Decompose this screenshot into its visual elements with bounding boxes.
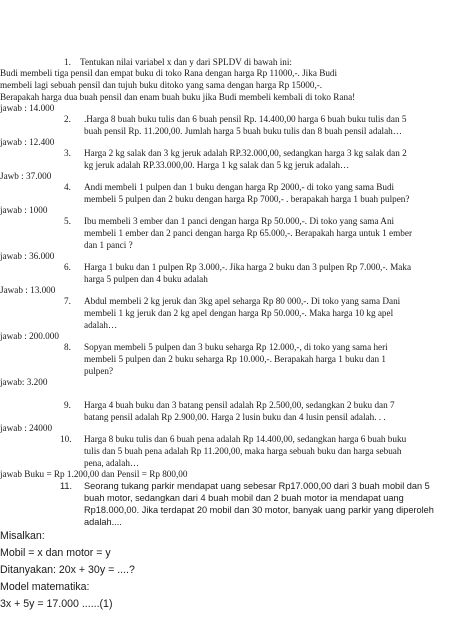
q3-number: 3.	[64, 148, 71, 158]
q2-number: 2.	[64, 114, 71, 124]
solution-misalkan: Misalkan:	[0, 530, 45, 542]
q11-line: Rp18.000,00. Jika terdapat 20 mobil dan 30 motor, banyak uang parkir yang diperoleh	[84, 505, 434, 515]
q6-number: 6.	[64, 262, 71, 272]
q1-answer: jawab : 14.000	[0, 103, 55, 113]
q10-line: Harga 8 buku tulis dan 6 buah pena adalah Rp 14.400,00, sedangkan harga 6 buah buku	[84, 434, 407, 444]
q8-line: pulpen?	[84, 366, 114, 376]
q5-line: membeli 1 ember dan 2 panci dengan harga Rp 65.000,-. Berapakah harga untuk 1 ember	[84, 228, 413, 238]
q9-line: batang pensil adalah Rp 2.900,00. Harga 2 lusin buku dan 4 lusin pensil adalah. . .	[84, 412, 386, 422]
q10-line: pena, adalah…	[84, 458, 140, 468]
heading-number: 1.	[64, 57, 71, 67]
solution-variables: Mobil = x dan motor = y	[0, 547, 111, 559]
q11-line: buah motor, sedangkan dari 4 buah mobil dan 2 buah motor ia mendapat uang	[84, 493, 404, 503]
q5-answer: jawab : 36.000	[0, 251, 55, 261]
q1-line: Berapakah harga dua buah pensil dan enam buah buku jika Budi membeli kembali di toko Rana!	[0, 92, 356, 102]
q6-line: Harga 1 buku dan 1 pulpen Rp 3.000,-. Jika harga 2 buku dan 3 pulpen Rp 7.000,-. Maka	[84, 262, 412, 272]
q11-line: Seorang tukang parkir mendapat uang sebesar Rp17.000,00 dari 3 buah mobil dan 5	[84, 481, 430, 491]
q10-number: 10.	[60, 434, 72, 444]
q9-line: Harga 4 buah buku dan 3 batang pensil adalah Rp 2.500,00, sedangkan 2 buku dan 7	[84, 400, 395, 410]
q4-answer: jawab : 1000	[0, 205, 48, 215]
q11-number: 11.	[60, 481, 73, 491]
q10-answer: jawab Buku = Rp 1.200,00 dan Pensil = Rp 800,00	[0, 469, 188, 479]
q7-number: 7.	[64, 296, 71, 306]
q7-answer: jawab : 200.000	[0, 331, 59, 341]
heading: Tentukan nilai variabel x dan y dari SPLDV di bawah ini:	[80, 57, 292, 67]
q7-line: Abdul membeli 2 kg jeruk dan 3kg apel seharga Rp 80 000,-. Di toko yang sama Dani	[84, 296, 401, 306]
q2-line: .Harga 8 buah buku tulis dan 6 buah pensil Rp. 14.400,00 harga 6 buah buku tulis dan 5	[84, 114, 407, 124]
solution-equation-1: 3x + 5y = 17.000 ......(1)	[0, 598, 113, 610]
solution-model: Model matematika:	[0, 581, 90, 593]
q3-line: Harga 2 kg salak dan 3 kg jeruk adalah RP.32.000,00, sedangkan harga 3 kg salak dan 2	[84, 148, 407, 158]
q8-answer: jawab: 3.200	[0, 377, 48, 387]
q5-line: dan 1 panci ?	[84, 240, 133, 250]
q4-line: Andi membeli 1 pulpen dan 1 buku dengan harga Rp 2000,- di toko yang sama Budi	[84, 182, 395, 192]
q10-line: tulis dan 5 buah pena adalah Rp 11.200,00, maka harga sebuah buku dan harga sebuah	[84, 446, 402, 456]
q2-answer: jawab : 12.400	[0, 137, 55, 147]
q8-line: Sopyan membeli 5 pulpen dan 3 buku seharga Rp 12.000,-, di toko yang sama heri	[84, 342, 388, 352]
q2-line: buah pensil Rp. 11.200,00. Jumlah harga 5 buah buku tulis dan 8 buah pensil adalah…	[84, 126, 402, 136]
q9-answer: jawab : 24000	[0, 423, 53, 433]
q8-line: membeli 5 pulpen dan 2 buku seharga Rp 10.000,-. Berapakah harga 1 buku dan 1	[84, 354, 387, 364]
q4-number: 4.	[64, 182, 71, 192]
q3-answer: Jawb : 37.000	[0, 171, 52, 181]
q8-number: 8.	[64, 342, 71, 352]
q5-line: Ibu membeli 3 ember dan 1 panci dengan harga Rp 50.000,-. Di toko yang sama Ani	[84, 216, 395, 226]
q4-line: membeli 5 pulpen dan 2 buku dengan harga Rp 7000,- . berapakah harga 1 buah pulpen?	[84, 194, 410, 204]
q7-line: adalah…	[84, 320, 118, 330]
q1-line: Budi membeli tiga pensil dan empat buku di toko Rana dengan harga Rp 11000,-. Jika Budi	[0, 68, 338, 78]
q11-line: adalah....	[84, 517, 122, 527]
q7-line: membeli 1 kg jeruk dan 2 kg apel dengan harga Rp 50.000,-. Maka harga 10 kg apel	[84, 308, 394, 318]
q5-number: 5.	[64, 216, 71, 226]
q6-line: harga 5 pulpen dan 4 buku adalah	[84, 274, 208, 284]
q9-number: 9.	[64, 400, 71, 410]
solution-ditanyakan: Ditanyakan: 20x + 30y = ....?	[0, 564, 135, 576]
q6-answer: Jawab : 13.000	[0, 285, 56, 295]
q1-line: membeli lagi sebuah pensil dan tujuh buku ditoko yang sama dengan harga Rp 15000,-.	[0, 80, 323, 90]
q3-line: kg jeruk adalah RP.33.000,00. Harga 1 kg salak dan 5 kg jeruk adalah…	[84, 160, 350, 170]
